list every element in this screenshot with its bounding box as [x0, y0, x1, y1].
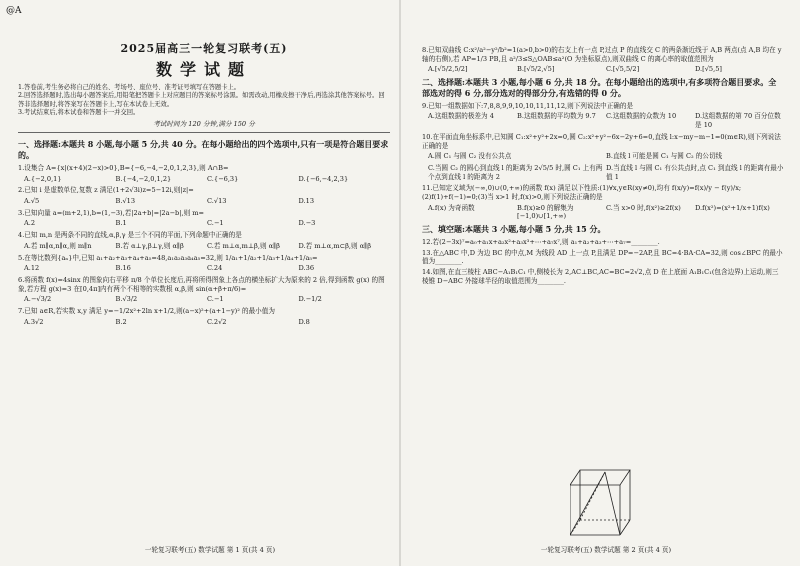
- options-row: [422, 164, 784, 181]
- option: B.直线 l 可能是圆 C₁ 与圆 C₂ 的公切线: [606, 152, 723, 161]
- option: D.8: [298, 317, 310, 326]
- question-text: 1.设集合 A={x|(x+4)(2−x)>0},B={−6,−4,−2,0,1,2,3},则 A∩B=: [18, 163, 229, 172]
- options-row: [422, 152, 784, 161]
- option: D.[√5,5]: [695, 65, 722, 74]
- option: A.{−2,0,1}: [24, 174, 62, 183]
- option: A.√5: [24, 197, 40, 206]
- option: B.f(x)≥0 的解集为[−1,0)∪[1,+∞): [517, 203, 574, 221]
- question-text: 9.已知一组数据如下:7,8,8,9,9,10,10,11,11,12,则下列说法中正确的是: [422, 101, 634, 110]
- question-block: [18, 231, 390, 250]
- option: D.f(x²)=(x²+1/x+1)f(x): [695, 203, 770, 212]
- options-row: [18, 318, 390, 327]
- option: A.[√5/2,5/2]: [428, 65, 468, 74]
- option: B.1: [115, 219, 127, 228]
- option: C.{−6,3}: [207, 174, 239, 183]
- option: B.2: [115, 317, 127, 326]
- question-text: 13.在△ABC 中,D 为边 BC 的中点,M 为线段 AD 上一点 P,且满足 DP=−2AP,且 BC=4·BA·CA=32,则 cos∠BPC 的最小值为________.: [422, 248, 783, 266]
- option: A.2: [24, 219, 36, 228]
- options-row: [422, 65, 784, 74]
- left-page: [18, 14, 390, 329]
- option: B.{−4,−2,0,1,2}: [115, 174, 172, 183]
- question-block: [422, 46, 784, 74]
- option: B.若 α⊥γ,β⊥γ,则 α∥β: [115, 241, 184, 250]
- question-text: 8.已知双曲线 C:x²/a²−y²/b²=1(a>0,b>0)的右支上有一点 P,过点 P 的直线交 C 的两条渐近线于 A,B 两点(点 A,B 均在 y 轴的右侧),若 AP=1/3 PB,且 a²/3≤S△OAB≤a²(O 为坐标原点),则双曲线 C 的离心率的取值范围为: [422, 46, 782, 63]
- right-question-list-b: [422, 102, 784, 221]
- divider: [18, 132, 390, 133]
- option: C.2√2: [207, 317, 227, 326]
- question-block: [422, 184, 784, 221]
- option: D.若 m⊥α,m⊂β,则 α∥β: [298, 241, 372, 250]
- right-page: [422, 46, 784, 287]
- option: B.[√5/2,√5]: [517, 65, 555, 74]
- exam-subject: 数学试题: [155, 59, 252, 79]
- option: B.16: [115, 264, 131, 273]
- footer-left: 一轮复习联考(五) 数学试题 第 1 页(共 4 页): [144, 546, 276, 554]
- question-block: [422, 102, 784, 130]
- exam-time: 考试时间为 120 分钟,满分 150 分: [153, 119, 255, 128]
- options-row: [422, 204, 784, 221]
- question-text: 4.已知 m,n 是两条不同的直线,α,β,γ 是三个不同的平面,下列命题中正确的是: [18, 231, 242, 240]
- option: A.f(x) 为奇函数: [428, 203, 475, 212]
- page-fold: [399, 0, 401, 566]
- footer-right: 一轮复习联考(五) 数学试题 第 2 页(共 4 页): [540, 546, 672, 554]
- question-block: [18, 254, 390, 273]
- notice-item: 2.回答选择题时,选出每小题答案后,用铅笔把答题卡上对应题目的答案标号涂黑。如需改动,用橡皮擦干净后,再选涂其他答案标号。回答非选择题时,将答案写在答题卡上,写在本试卷上无效。: [18, 92, 385, 108]
- option: D.36: [298, 264, 315, 273]
- question-block: [422, 249, 784, 266]
- section-heading-1: 一、选择题:本题共 8 小题,每小题 5 分,共 40 分。在每小题给出的四个选项中,只有一项是符合题目要求的。: [18, 139, 389, 161]
- option: A.12: [24, 264, 40, 273]
- question-block: [18, 209, 390, 228]
- question-block: [18, 276, 390, 304]
- option: B.这组数据的平均数为 9.7: [517, 112, 596, 121]
- option: D.13: [298, 197, 315, 206]
- question-block: [18, 186, 390, 205]
- option: C.当 x>0 时,f(x²)≥2f(x): [606, 203, 681, 212]
- option: D.−1/2: [298, 295, 322, 304]
- question-block: [18, 307, 390, 326]
- options-row: [18, 219, 390, 228]
- notice-list: [18, 84, 390, 118]
- question-block: [422, 133, 784, 161]
- question-block: [422, 164, 784, 181]
- question-block: [18, 164, 390, 183]
- question-text: 14.如图,在直三棱柱 ABC−A₁B₁C₁ 中,侧棱长为 2,AC⊥BC,AC=BC=2√2,点 D 在上底面 A₁B₁C₁(包含边界)上运动,则三棱锥 D−ABC 外接球半径的取值范围为________.: [422, 268, 779, 285]
- option: B.√13: [115, 197, 136, 206]
- left-question-list: [18, 164, 390, 327]
- question-text: 7.已知 a∈R,若实数 x,y 满足 y=−1/2x²+2ln x+1/2,则(a−x)²+(a+1−y)² 的最小值为: [18, 307, 275, 316]
- question-text: 11.已知定义域为(−∞,0)∪(0,+∞)的函数 f(x) 满足以下性质:(1)∀x,y∈R(xy≠0),均有 f(x/y)=f(x)/y − f(y)/x;(2)f(1)+f(−1)=0;(3)当 x>1 时,f(x)>0,则下列说法正确的是: [422, 184, 742, 202]
- option: A.若 m∥α,n∥α,则 m∥n: [24, 241, 92, 250]
- option: A.3√2: [24, 317, 44, 326]
- exam-title: 2025届高三一轮复习联考(五): [120, 42, 288, 55]
- notice-item: 3.考试结束后,将本试卷和答题卡一并交回。: [18, 109, 140, 117]
- question-text: 3.已知向量 a=(m+2,1),b=(1,−3),若|2a+b|=|2a−b|,则 m=: [18, 208, 205, 217]
- option: C.这组数据的众数为 10: [606, 112, 677, 121]
- option: D.{−6,−4,2,3}: [298, 174, 349, 183]
- options-row: [18, 197, 390, 206]
- option: C.若 m⊥α,m⊥β,则 α∥β: [207, 241, 280, 250]
- options-row: [18, 295, 390, 304]
- options-row: [18, 242, 390, 251]
- question-text: 6.将函数 f(x)=4sinx 的图象向右平移 π/8 个单位长度后,再将所得图象上各点的横坐标扩大为原来的 2 倍,得到函数 g(x) 的图象,若方程 g(x)=3 在[0,4π]内有两个不相等的实数根 α,β,则 sin(α+β+π/6)=: [18, 275, 385, 293]
- corner-mark: @A: [6, 6, 22, 16]
- question-block: [422, 238, 784, 247]
- right-question-list-a: [422, 46, 784, 74]
- right-question-list-c: [422, 238, 784, 286]
- question-text: 5.在等比数列{aₙ}中,已知 a₁+a₂+a₃+a₄+a₅=48,a₁a₂a₃a₄a₅=32,则 1/a₁+1/a₂+1/a₃+1/a₄+1/a₅=: [18, 253, 318, 262]
- question-block: [422, 268, 784, 285]
- options-row: [18, 175, 390, 184]
- prism-diagram: [570, 450, 650, 540]
- option: C.−1: [207, 295, 224, 304]
- option: D.当直线 l 与圆 C₁ 有公共点时,点 C₁ 到直线 l 的距离有最小值 1: [606, 163, 784, 181]
- options-row: [18, 264, 390, 273]
- option: C.−1: [207, 219, 224, 228]
- option: C.[√5,5/2]: [606, 65, 640, 74]
- option: C.√13: [207, 197, 227, 206]
- option: C.24: [207, 264, 223, 273]
- option: A.−√3/2: [24, 295, 52, 304]
- question-text: 10.在平面直角坐标系中,已知圆 C₁:x²+y²+2x=0,圆 C₂:x²+y²−6x−2y+6=0,直线 l:x−my−m−1=0(m∈R),则下列说法正确的是: [422, 132, 781, 150]
- section-heading-3: 三、填空题:本题共 3 小题,每小题 5 分,共 15 分。: [422, 224, 606, 235]
- question-text: 2.已知 i 是虚数单位,复数 z 满足(1+2√3i)z=5−12i,则|z|=: [18, 186, 194, 195]
- options-row: [422, 112, 784, 129]
- option: A.圆 C₁ 与圆 C₂ 没有公共点: [428, 152, 512, 161]
- notice-item: 1.答卷前,考生务必将自己的姓名、考场号、座位号、准考证号填写在答题卡上。: [18, 83, 241, 91]
- question-text: 12.若(2−3x)⁷=a₀+a₁x+a₂x²+a₃x³+⋯+a₇x⁷,则 a₁+a₂+a₃+⋯+a₇=________.: [422, 237, 660, 246]
- option: D.这组数据的第 70 百分位数是 10: [695, 112, 781, 130]
- option: B.√3/2: [115, 295, 138, 304]
- option: A.这组数据的极差为 4: [428, 112, 494, 121]
- section-heading-2: 二、选择题:本题共 3 小题,每小题 6 分,共 18 分。在每小题给出的选项中,有多项符合题目要求。全部选对的得 6 分,部分选对的得部分分,有选错的得 0 分。: [422, 77, 777, 98]
- option: D.−3: [298, 219, 316, 228]
- option: C.当圆 C₂ 的圆心到直线 l 的距离为 2√5/5 时,圆 C₁ 上有两个点到直线 l 的距离为 2: [428, 163, 603, 181]
